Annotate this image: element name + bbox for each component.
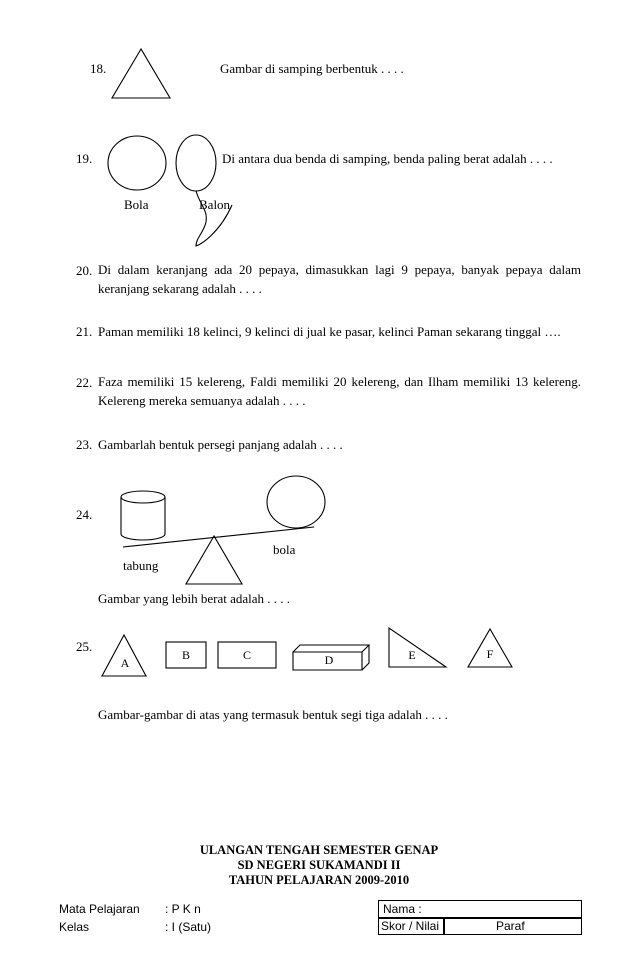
shape-label-a: A	[120, 656, 130, 670]
q19-balloon	[176, 135, 216, 191]
question-number: 24.	[76, 507, 93, 522]
question-text: Faza memiliki 15 kelereng, Faldi memiliki 20 kelereng, dan Ilham memiliki 13 kelereng. Kelereng mereka semuanya adalah . . . .	[98, 374, 581, 408]
question-text: Di dalam keranjang ada 20 pepaya, dimasukkan lagi 9 pepaya, banyak pepaya dalam keranjang sekarang adalah . . . .	[98, 262, 581, 296]
question-number: 21.	[76, 324, 93, 339]
q19-balloon-label: Balon	[199, 197, 231, 212]
question-text: Di antara dua benda di samping, benda paling berat adalah . . . .	[222, 151, 553, 166]
question-number: 23.	[76, 437, 93, 452]
q19-ball-label: Bola	[124, 197, 149, 212]
q24-ball-label: bola	[273, 542, 296, 557]
question-text: Gambarlah bentuk persegi panjang adalah . . . .	[98, 437, 343, 452]
school-name: SD NEGERI SUKAMANDI II	[237, 858, 401, 872]
shape-label-c: C	[242, 648, 251, 662]
question-number: 19.	[76, 151, 93, 166]
academic-year: TAHUN PELAJARAN 2009-2010	[228, 873, 410, 887]
subject-label: Mata Pelajaran	[59, 902, 140, 916]
shape-label-e: E	[408, 648, 416, 662]
score-label: Skor / Nilai	[381, 919, 440, 933]
shape-label-b: B	[181, 648, 190, 662]
score-field[interactable]	[378, 917, 445, 935]
question-text: Gambar yang lebih berat adalah . . . .	[98, 591, 291, 606]
q19-ball-circle	[108, 136, 166, 190]
shape-label-f: F	[486, 647, 494, 661]
exam-title: ULANGAN TENGAH SEMESTER GENAP	[199, 843, 439, 857]
q24-tube-label: tabung	[123, 558, 159, 573]
signature-label: Paraf	[496, 919, 525, 933]
question-number: 18.	[90, 61, 107, 76]
question-text: Paman memiliki 18 kelinci, 9 kelinci di jual ke pasar, kelinci Paman sekarang tinggal ….	[98, 324, 561, 339]
class-value: : I (Satu)	[165, 920, 212, 934]
shape-label-d: D	[324, 653, 334, 667]
q24-bola-circle	[267, 476, 325, 528]
question-text: Gambar-gambar di atas yang termasuk bentuk segi tiga adalah . . . .	[98, 707, 448, 722]
signature-field[interactable]	[443, 917, 582, 935]
question-number: 22.	[76, 375, 93, 390]
name-label: Nama :	[383, 902, 422, 916]
question-text: Gambar di samping berbentuk . . . .	[220, 61, 404, 76]
subject-value: : P K n	[165, 902, 201, 916]
question-number: 20.	[76, 263, 93, 278]
q24-fulcrum-triangle	[186, 536, 242, 584]
q18-triangle	[112, 49, 170, 98]
class-label: Kelas	[59, 920, 90, 934]
question-number: 25.	[76, 639, 93, 654]
q24-tabung-top	[121, 491, 165, 503]
